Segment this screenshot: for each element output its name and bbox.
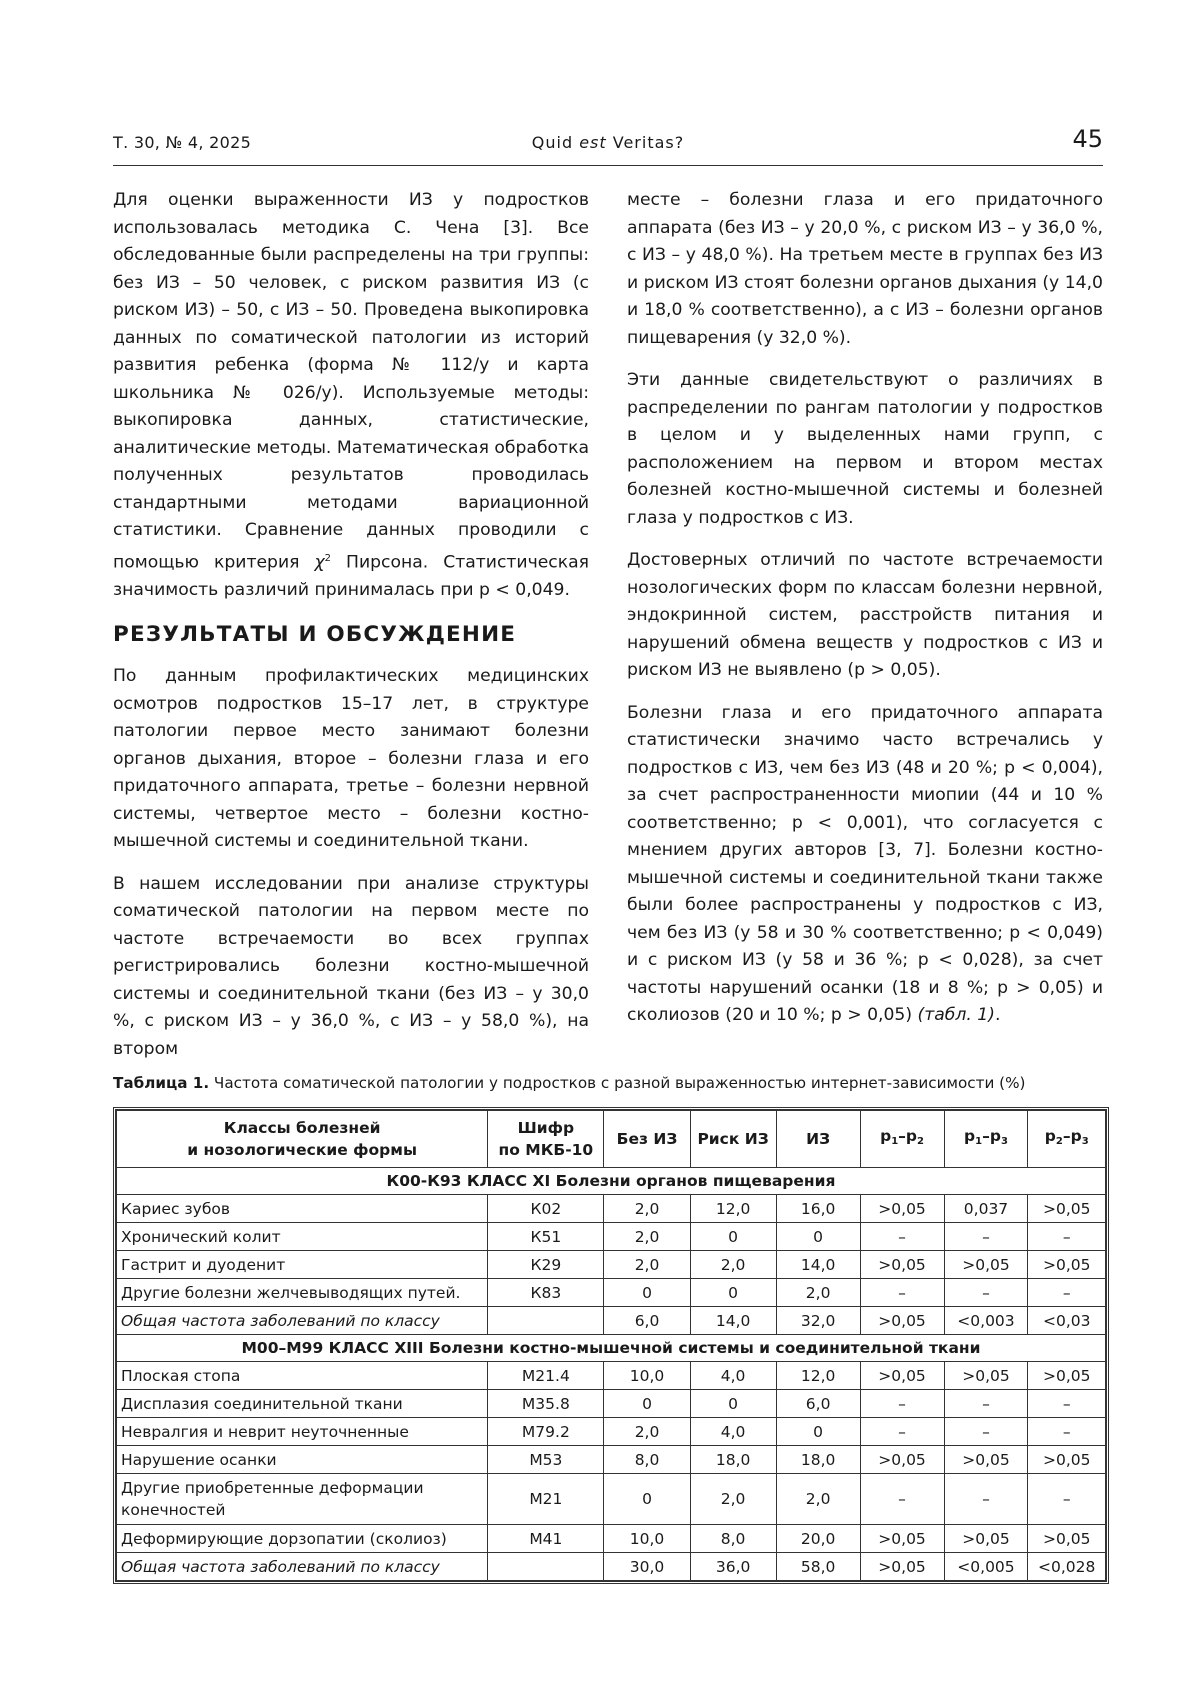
table-cell: 6,0 [776, 1390, 860, 1418]
table-cell: 32,0 [776, 1307, 860, 1335]
table-caption: Таблица 1. Частота соматической патологии у подростков с разной выраженностью интернет-зависимости (%) [113, 1074, 1026, 1092]
table-cell: Гастрит и дуоденит [117, 1251, 488, 1279]
table-cell: Хронический колит [117, 1223, 488, 1251]
table-cell: 2,0 [604, 1418, 690, 1446]
table-cell: 2,0 [604, 1195, 690, 1223]
table-cell: К51 [488, 1223, 604, 1251]
table-cell: >0,05 [1028, 1446, 1106, 1474]
table-cell: Кариес зубов [117, 1195, 488, 1223]
table-cell: 4,0 [690, 1418, 776, 1446]
table-cell: – [944, 1223, 1028, 1251]
table-cell: 0 [776, 1418, 860, 1446]
table-cell: 12,0 [776, 1362, 860, 1390]
table-cell: Другие болезни желчевыводящих путей. [117, 1279, 488, 1307]
results-paragraph-3: месте – болезни глаза и его придаточного аппарата (без ИЗ – у 20,0 %, с риском ИЗ – у 36,0 %, с ИЗ – у 48,0 %). На третьем месте в группах без ИЗ и риском ИЗ стоят болезни органов дыхания (у 14,0 и 18,0 % соответственно), а с ИЗ – болезни органов пищеварения (у 32,0 %). [627, 190, 1103, 348]
table-row [117, 1390, 1106, 1418]
table-cell: >0,05 [860, 1525, 944, 1553]
table-cell: М79.2 [488, 1418, 604, 1446]
table-cell: Общая частота заболеваний по классу [117, 1553, 488, 1581]
table-cell: М21 [488, 1474, 604, 1525]
table-cell: – [944, 1418, 1028, 1446]
table-cell: К02 [488, 1195, 604, 1223]
table-cell: – [1028, 1474, 1106, 1525]
table-cell: 2,0 [776, 1279, 860, 1307]
table-cell: – [860, 1279, 944, 1307]
table-cell: К29 [488, 1251, 604, 1279]
right-column [627, 187, 1103, 1045]
table-cell: Дисплазия соединительной ткани [117, 1390, 488, 1418]
table-row [117, 1525, 1106, 1553]
table-cell: 10,0 [604, 1525, 690, 1553]
journal-volume-issue: Т. 30, № 4, 2025 [113, 133, 252, 152]
table-cell: – [944, 1390, 1028, 1418]
results-paragraph-6: Болезни глаза и его придаточного аппарата статистически значимо часто встречались у подростков с ИЗ, чем без ИЗ (48 и 20 %; p < 0,004), за счет распространенности миопии (44 и 10 % соответственно; p < 0,001), что согласуется с мнением других авторов [3, 7]. Болезни костно-мышечной системы и соединительной ткани также были более распространены у подростков с ИЗ, чем без ИЗ (у 58 и 30 % соответственно; p < 0,049) и с риском ИЗ (у 58 и 36 %; p < 0,028), за счет частоты нарушений осанки (18 и 8 %; p > 0,05) и сколиозов (20 и 10 %; p > 0,05) (табл. 1). [627, 702, 1103, 1025]
table-row [117, 1446, 1106, 1474]
table-cell: 14,0 [690, 1307, 776, 1335]
table-cell: Плоская стопа [117, 1362, 488, 1390]
header-no-iz: Без ИЗ [604, 1111, 690, 1168]
table-cell: 16,0 [776, 1195, 860, 1223]
table-cell: К00-К93 КЛАСС XI Болезни органов пищеварения [117, 1168, 1106, 1195]
table-cell: 2,0 [604, 1223, 690, 1251]
table-row [117, 1279, 1106, 1307]
table-cell: >0,05 [1028, 1251, 1106, 1279]
table-cell: М53 [488, 1446, 604, 1474]
table-cell: 18,0 [690, 1446, 776, 1474]
table-total-row [117, 1553, 1106, 1581]
table-cell [488, 1553, 604, 1581]
header-p2-p3: $p_2-p_3$ [1028, 1111, 1106, 1168]
table-reference[interactable]: (табл. 1) [917, 1005, 995, 1025]
table-cell: 12,0 [690, 1195, 776, 1223]
journal-title: Quid est Veritas? [531, 133, 685, 152]
table-cell: >0,05 [944, 1251, 1028, 1279]
table-cell: 0 [604, 1279, 690, 1307]
table-cell: Другие приобретенные деформации конечностей [117, 1474, 488, 1525]
table-cell: >0,05 [860, 1446, 944, 1474]
table-cell: 0 [604, 1474, 690, 1525]
table-row [117, 1251, 1106, 1279]
table-cell: – [860, 1474, 944, 1525]
table-cell: >0,05 [860, 1553, 944, 1581]
table-cell: 0,037 [944, 1195, 1028, 1223]
table-cell: >0,05 [1028, 1362, 1106, 1390]
section-row-musculoskeletal [117, 1335, 1106, 1362]
table-cell: 0 [776, 1223, 860, 1251]
header-risk-iz: Риск ИЗ [690, 1111, 776, 1168]
table-cell: – [944, 1279, 1028, 1307]
table-cell: >0,05 [944, 1446, 1028, 1474]
table-1 [113, 1107, 1109, 1584]
table-cell: 30,0 [604, 1553, 690, 1581]
table-cell: 6,0 [604, 1307, 690, 1335]
table-cell: <0,028 [1028, 1553, 1106, 1581]
table-cell: 8,0 [690, 1525, 776, 1553]
table-cell: <0,03 [1028, 1307, 1106, 1335]
table-row [117, 1474, 1106, 1525]
table-cell: 2,0 [690, 1251, 776, 1279]
table-cell: 14,0 [776, 1251, 860, 1279]
table-cell: Нарушение осанки [117, 1446, 488, 1474]
table-cell: М21.4 [488, 1362, 604, 1390]
table-cell: 0 [690, 1223, 776, 1251]
table-row [117, 1195, 1106, 1223]
table-cell: К83 [488, 1279, 604, 1307]
table-cell: >0,05 [1028, 1525, 1106, 1553]
results-paragraph-1: По данным профилактических медицинских осмотров подростков 15–17 лет, в структуре патологии первое место занимают болезни органов дыхания, второе – болезни глаза и его придаточного аппарата, третье – болезни нервной системы, четвертое место – болезни костно-мышечной системы и соединительной ткани. [113, 666, 589, 852]
table-cell: Деформирующие дорзопатии (сколиоз) [117, 1525, 488, 1553]
header-p1-p2: $p_1-p_2$ [860, 1111, 944, 1168]
table-cell: – [944, 1474, 1028, 1525]
table-cell: М00–М99 КЛАСС XIII Болезни костно-мышечной системы и соединительной ткани [117, 1335, 1106, 1362]
results-paragraph-4: Эти данные свидетельствуют о различиях в распределении по рангам патологии у подростков в целом и у выделенных нами групп, с расположением на первом и втором местах болезней костно-мышечной системы и болезней глаза у подростков с ИЗ. [627, 370, 1103, 528]
table-cell: 4,0 [690, 1362, 776, 1390]
table-cell: 2,0 [776, 1474, 860, 1525]
header-icd-code: Шифр по МКБ-10 [488, 1111, 604, 1168]
table-cell: >0,05 [860, 1307, 944, 1335]
table-cell: – [1028, 1418, 1106, 1446]
header-p1-p3: $p_1-p_3$ [944, 1111, 1028, 1168]
running-header [113, 125, 1103, 166]
table-cell [488, 1307, 604, 1335]
table-cell: <0,003 [944, 1307, 1028, 1335]
table-cell: 10,0 [604, 1362, 690, 1390]
table-cell: 2,0 [604, 1251, 690, 1279]
table-cell: – [860, 1223, 944, 1251]
section-row-digestive [117, 1168, 1106, 1195]
table-cell: 20,0 [776, 1525, 860, 1553]
table-cell: >0,05 [944, 1362, 1028, 1390]
page-number: 45 [1072, 125, 1103, 153]
table-cell: 58,0 [776, 1553, 860, 1581]
table-cell: Невралгия и неврит неуточненные [117, 1418, 488, 1446]
table-cell: >0,05 [944, 1525, 1028, 1553]
table-cell: 0 [690, 1279, 776, 1307]
table-cell: 0 [604, 1390, 690, 1418]
header-iz: ИЗ [776, 1111, 860, 1168]
table-cell: Общая частота заболеваний по классу [117, 1307, 488, 1335]
table-cell: 2,0 [690, 1474, 776, 1525]
table-cell: 18,0 [776, 1446, 860, 1474]
table-cell: >0,05 [1028, 1195, 1106, 1223]
table-cell: М41 [488, 1525, 604, 1553]
section-heading: РЕЗУЛЬТАТЫ И ОБСУЖДЕНИЕ [113, 622, 517, 648]
results-paragraph-2: В нашем исследовании при анализе структуры соматической патологии на первом месте по частоте встречаемости во всех группах регистрировались болезни костно-мышечной системы и соединительной ткани (без ИЗ – у 30,0 %, с риском ИЗ – у 36,0 %, с ИЗ – у 58,0 %), на втором [113, 873, 589, 1059]
table-cell: – [1028, 1279, 1106, 1307]
table-cell: >0,05 [860, 1251, 944, 1279]
table-cell: >0,05 [860, 1195, 944, 1223]
table-row [117, 1418, 1106, 1446]
table-header-row [117, 1111, 1106, 1168]
table-total-row [117, 1307, 1106, 1335]
table-cell: – [1028, 1223, 1106, 1251]
table-cell: – [1028, 1390, 1106, 1418]
header-classes: Классы болезней и нозологические формы [117, 1111, 488, 1168]
table-row [117, 1362, 1106, 1390]
table-cell: 36,0 [690, 1553, 776, 1581]
table-cell: <0,005 [944, 1553, 1028, 1581]
left-column [113, 187, 589, 1078]
table-cell: М35.8 [488, 1390, 604, 1418]
table-cell: >0,05 [860, 1362, 944, 1390]
table-cell: – [860, 1390, 944, 1418]
table-cell: 0 [690, 1390, 776, 1418]
results-paragraph-5: Достоверных отличий по частоте встречаемости нозологических форм по классам болезни нервной, эндокринной систем, расстройств питания и нарушений обмена веществ у подростков с ИЗ и риском ИЗ не выявлено (p > 0,05). [627, 550, 1103, 680]
table-row [117, 1223, 1106, 1251]
table-cell: 8,0 [604, 1446, 690, 1474]
methods-paragraph: Для оценки выраженности ИЗ у подростков использовалась методика С. Чена [3]. Все обследованные были распределены на три группы: без ИЗ – 50 человек, с риском развития ИЗ (с риском ИЗ) – 50, с ИЗ – 50. Проведена выкопировка данных по соматической патологии из историй развития ребенка (форма № 112/у и карта школьника № 026/у). Используемые методы: выкопировка данных, статистические, аналитические методы. Математическая обработка полученных результатов проводилась стандартными методами вариационной статистики. Сравнение данных проводили с помощью критерия $\chi^2$ Пирсона. Статистическая значимость различий принималась при p < 0,049. [113, 190, 590, 600]
table-cell: – [860, 1418, 944, 1446]
